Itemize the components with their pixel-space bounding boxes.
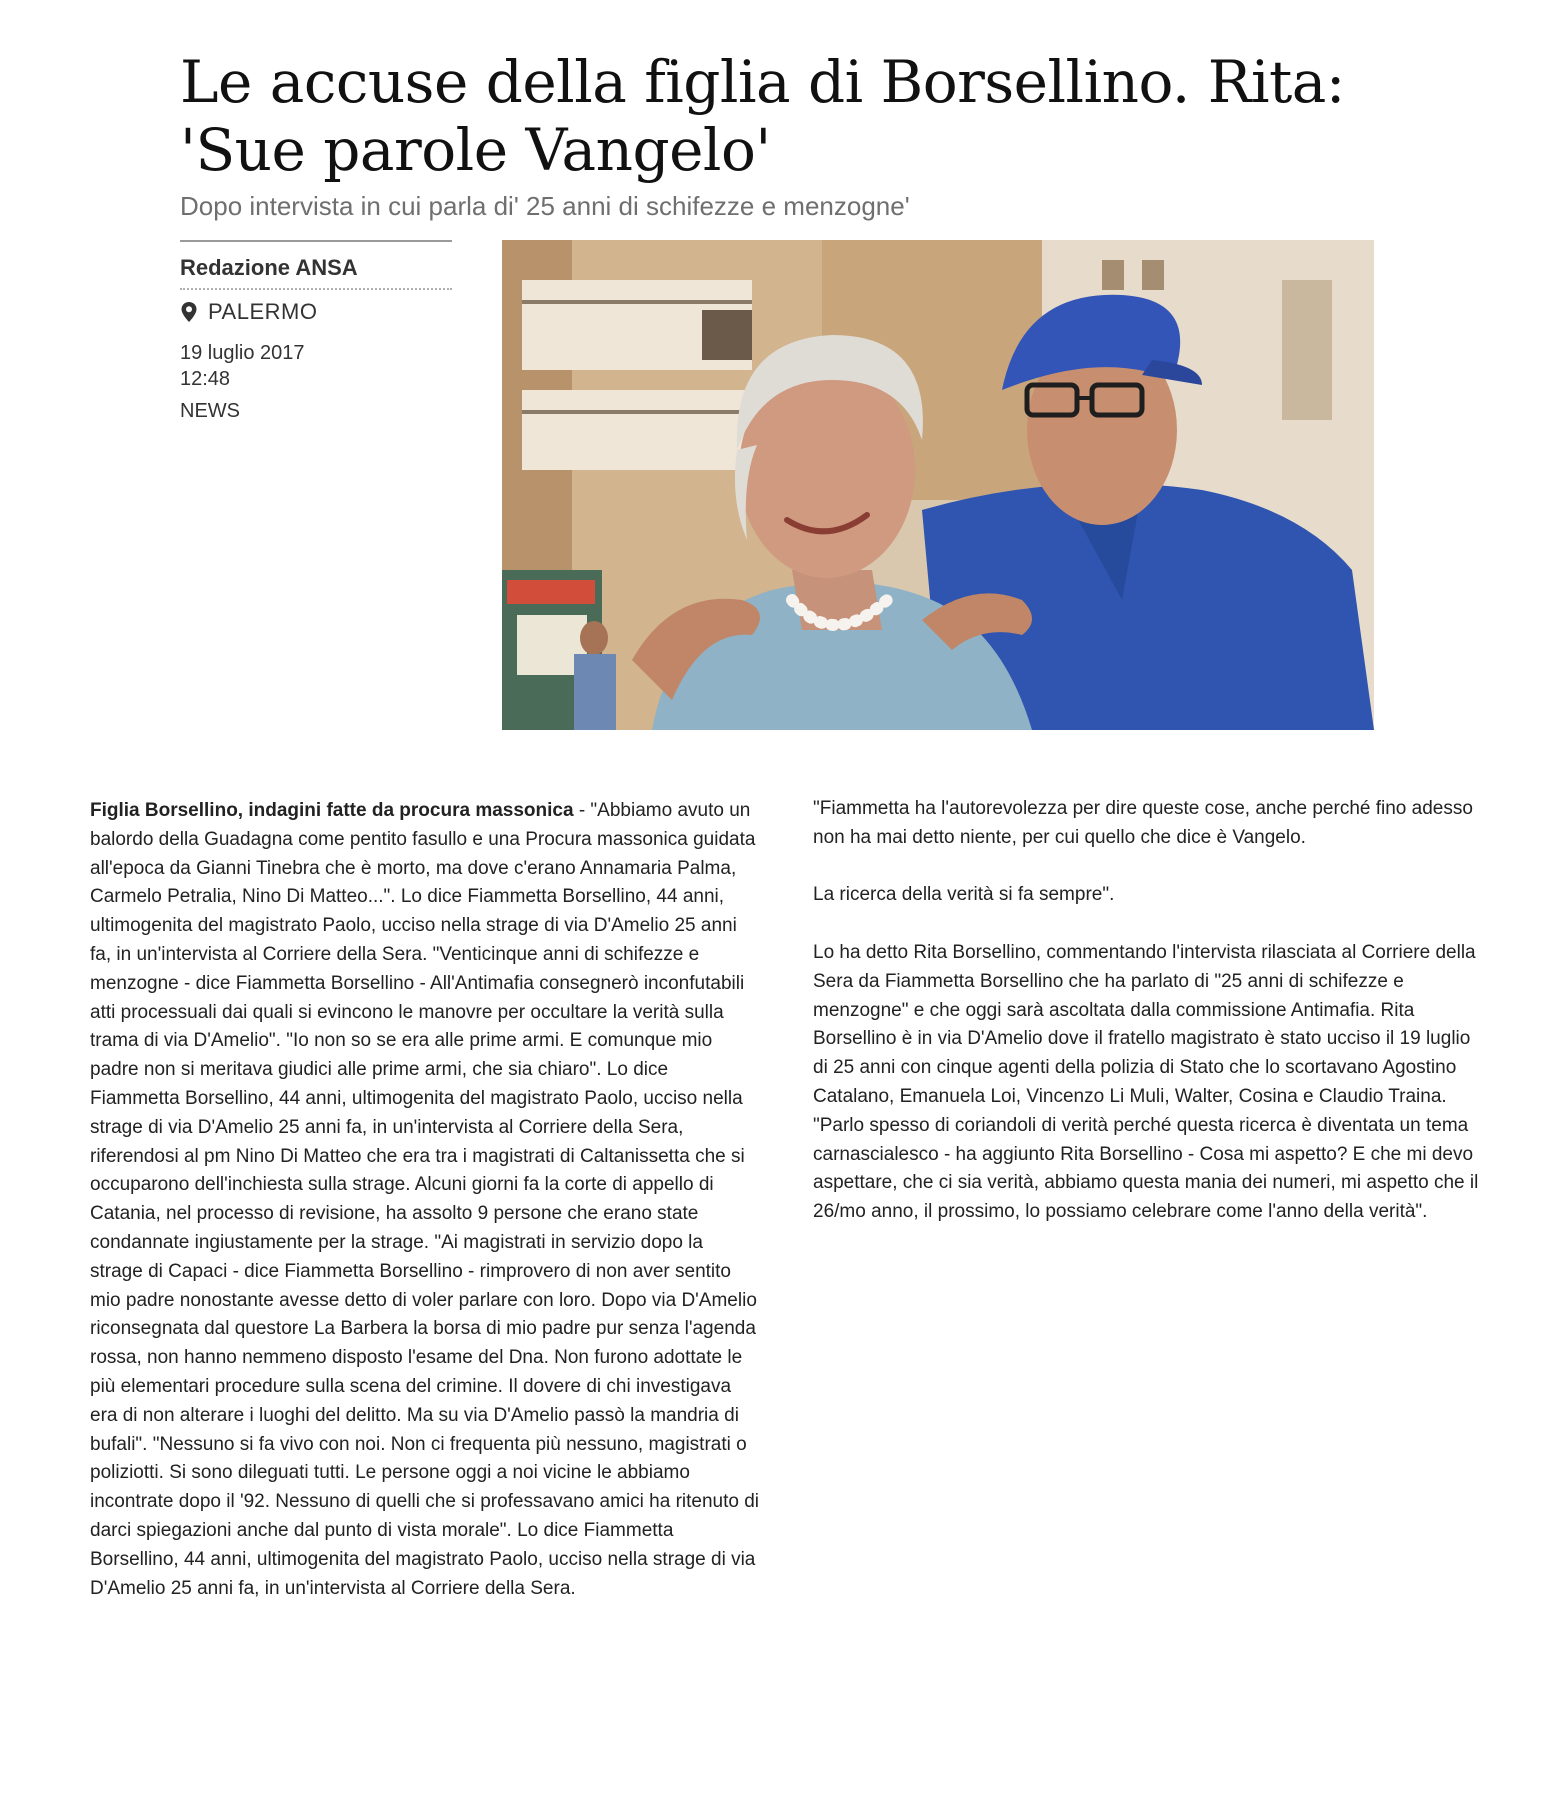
publish-date: 19 luglio 2017 — [180, 342, 305, 364]
article-title: Le accuse della figlia di Borsellino. Rita: 'Sue parole Vangelo' — [180, 48, 1345, 184]
article-subtitle: Dopo intervista in cui parla di' 25 anni di schifezze e menzogne' — [180, 191, 910, 221]
photo-illustration — [502, 240, 1374, 730]
location — [180, 298, 452, 326]
map-pin-icon — [180, 301, 198, 323]
lead-heading: Figlia Borsellino, indagini fatte da procura massonica — [90, 800, 574, 821]
article-body-right — [813, 795, 1483, 1227]
body-paragraph-3: Lo ha detto Rita Borsellino, commentando l'intervista rilasciata al Corriere della Sera da Fiammetta Borsellino che ha parlato di "25 anni di schifezze e menzogne" e che oggi sarà ascoltata dalla commissione Antimafia. Rita Borsellino è in via D'Amelio dove il fratello magistrato è stato ucciso il 19 luglio di 25 anni con cinque agenti della polizia di Stato che lo scortavano Agostino Catalano, Emanuela Loi, Vincenzo Li Muli, Walter, Cosina e Claudio Traina. "Parlo spesso di coriandoli di verità perché questa ricerca è diventata un tema carnascialesco - ha aggiunto Rita Borsellino - Cosa mi aspetto? E che mi devo aspettare, che ci sia verità, abbiamo questa mania dei numeri, mi aspetto che il 26/mo anno, il prossimo, lo possiamo celebrare come l'anno della verità". — [813, 941, 1479, 1223]
article-meta — [180, 240, 452, 424]
article-body-left — [90, 797, 760, 1603]
body-paragraph — [90, 797, 760, 1603]
article-photo — [502, 240, 1374, 730]
publish-time: 12:48 — [180, 368, 231, 390]
section-link[interactable]: NEWS — [180, 400, 240, 422]
location-label: PALERMO — [208, 299, 318, 324]
body-paragraph-1: "Fiammetta ha l'autorevolezza per dire queste cose, anche perché fino adesso non ha mai detto niente, per cui quello che dice è Vangelo. — [813, 798, 1473, 848]
body-paragraph-2: La ricerca della verità si fa sempre". — [813, 884, 1115, 906]
lead-text: - "Abbiamo avuto un balordo della Guadagna come pentito fasullo e una Procura massonica guidata all'epoca da Gianni Tinebra che è morto, ma dove c'erano Annamaria Palma, Carmelo Petralia, Nino Di Matteo...". Lo dice Fiammetta Borsellino, 44 anni, ultimogenita del magistrato Paolo, ucciso nella strage di via D'Amelio 25 anni fa, in un'intervista al Corriere della Sera. "Venticinque anni di schifezze e menzogne - dice Fiammetta Borsellino - All'Antimafia consegnerò inconfutabili atti processuali dai quali si evincono le manovre per occultare la verità sulla trama di via D'Amelio". "Io non so se era alle prime armi. E comunque mio padre non si meritava giudici alle prime armi, che sia chiaro". Lo dice Fiammetta Borsellino, 44 anni, ultimogenita del magistrato Paolo, ucciso nella strage di via D'Amelio 25 anni fa, in un'intervista al Corriere della Sera, riferendosi al pm Nino Di Matteo che era tra i magistrati di Caltanissetta che si occuparono dell'inchiesta sulla strage. Alcuni giorni fa la corte di appello di Catania, nel processo di revisione, ha assolto 9 persone che erano state condannate ingiustamente per la strage. "Ai magistrati in servizio dopo la strage di Capaci - dice Fiammetta Borsellino - rimprovero di non aver sentito mio padre nonostante avesse detto di voler parlare con loro. Dopo via D'Amelio riconsegnata dal questore La Barbera la borsa di mio padre pur senza l'agenda rossa, non hanno nemmeno disposto l'esame del Dna. Non furono adottate le più elementari procedure sulla scena del crimine. Il dovere di chi investigava era di non alterare i luoghi del delitto. Ma su via D'Amelio passò la mandria di bufali". "Nessuno si fa vivo con noi. Non ci frequenta più nessuno, magistrati o poliziotti. Si sono dileguati tutti. Le persone oggi a noi vicine le abbiamo incontrate dopo il '92. Nessuno di quelli che si professavano amici ha ritenuto di darci spiegazioni anche dal punto di vista morale". Lo dice Fiammetta Borsellino, 44 anni, ultimogenita del magistrato Paolo, ucciso nella strage di via D'Amelio 25 anni fa, in un'intervista al Corriere della Sera. — [90, 800, 760, 1599]
author-link[interactable]: Redazione ANSA — [180, 242, 452, 290]
